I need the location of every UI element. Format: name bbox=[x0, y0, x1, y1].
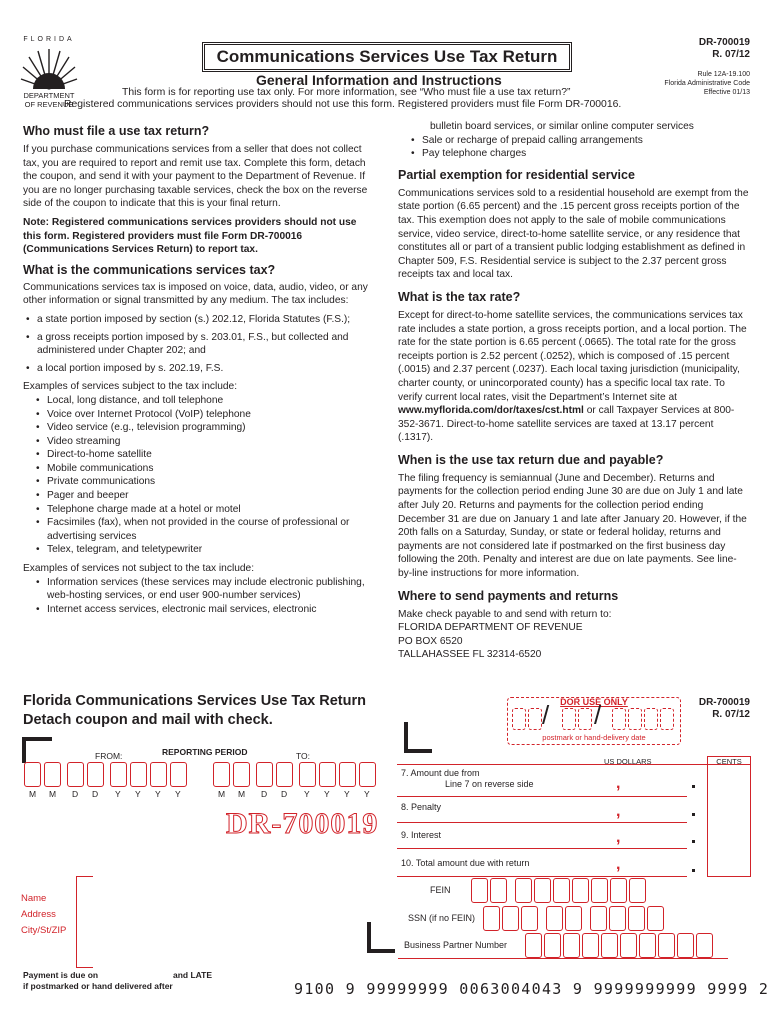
name-address-bracket bbox=[76, 876, 93, 968]
ssn-label: SSN (if no FEIN) bbox=[408, 913, 476, 923]
list-item: • Video streaming bbox=[33, 435, 368, 449]
sun-icon bbox=[20, 43, 78, 91]
list-item: • Private communications bbox=[33, 475, 368, 489]
to-label: TO: bbox=[296, 751, 311, 761]
list-item: • Local, long distance, and toll telephone bbox=[33, 394, 368, 408]
subject-list bbox=[23, 394, 368, 557]
coupon-revision: R. 07/12 bbox=[712, 709, 750, 720]
partial-heading: Partial exemption for residential service bbox=[398, 167, 635, 182]
date-letter: Y bbox=[324, 789, 330, 799]
rate-url-link[interactable]: www.myflorida.com/dor/taxes/cst.html bbox=[398, 405, 584, 417]
date-letter: Y bbox=[155, 789, 161, 799]
line-7-row[interactable] bbox=[397, 766, 687, 797]
list-item: • Internet access services, electronic mail services, electronic bbox=[33, 603, 368, 617]
logo-state: FLORIDA bbox=[23, 36, 75, 43]
effective-date: Effective 01/13 bbox=[703, 89, 750, 96]
who-text: If you purchase communications services from a seller that does not collect tax, you are required to report and remit use tax. Complete this form, detach the coupon, and send it with your payment to the Department of Revenue. If you are no longer purchasing taxable services, check the box on the reverse side of the coupon to indicate that this is your final return. bbox=[23, 144, 368, 210]
from-date-box[interactable] bbox=[170, 762, 187, 787]
postmark-digit[interactable] bbox=[512, 708, 526, 730]
postmark-label: postmark or hand-delivery date bbox=[542, 733, 646, 742]
section-subtitle: General Information and Instructions bbox=[256, 72, 502, 88]
line-9-row[interactable] bbox=[397, 822, 687, 849]
list-item: • Pager and beeper bbox=[33, 489, 368, 503]
line-9-label: 9. Interest bbox=[401, 830, 442, 840]
amount-top-rule bbox=[397, 764, 750, 765]
line-10-label: 10. Total amount due with return bbox=[401, 858, 530, 868]
decimal-point bbox=[692, 813, 695, 816]
rate-text-b: or call Taxpayer Services at 800-352-3671. Direct-to-home satellite services are taxed at 13.17 percent (.1317). bbox=[398, 405, 735, 444]
comma-mark: , bbox=[616, 775, 621, 792]
postmark-digit[interactable] bbox=[612, 708, 626, 730]
comma-mark: , bbox=[616, 856, 621, 873]
decimal-point bbox=[692, 840, 695, 843]
to-date-box[interactable] bbox=[233, 762, 250, 787]
address-line: PO BOX 6520 bbox=[398, 635, 463, 647]
corner-mark bbox=[22, 737, 52, 741]
date-letter: M bbox=[238, 789, 246, 799]
postmark-digit[interactable] bbox=[578, 708, 592, 730]
to-date-box[interactable] bbox=[276, 762, 293, 787]
to-date-box[interactable] bbox=[339, 762, 356, 787]
list-item: • Facsimiles (fax), when not provided in the course of professional or advertising services bbox=[33, 516, 368, 543]
list-item: • Information services (these services may include electronic publishing, web-hosting services, or end user 900-number services) bbox=[33, 576, 368, 603]
date-letter: D bbox=[281, 789, 288, 799]
line-7-sub: Line 7 on reverse side bbox=[445, 779, 534, 789]
date-letter: D bbox=[92, 789, 99, 799]
postmark-digit[interactable] bbox=[660, 708, 674, 730]
payment-due-label: Payment is due on bbox=[23, 970, 99, 980]
address-label: Address bbox=[21, 909, 56, 920]
logo-dept-1: DEPARTMENT bbox=[23, 91, 75, 100]
intro-line-2: Registered communications services providers should not use this form. Registered providers must file Form DR-700016. bbox=[64, 99, 622, 110]
date-letter: M bbox=[29, 789, 37, 799]
rate-heading: What is the tax rate? bbox=[398, 289, 521, 304]
to-date-box[interactable] bbox=[213, 762, 230, 787]
list-item: • Mobile communications bbox=[33, 462, 368, 476]
form-revision: R. 07/12 bbox=[712, 49, 750, 60]
coupon-title-2: Detach coupon and mail with check. bbox=[23, 712, 273, 728]
left-column bbox=[23, 122, 368, 616]
due-heading: When is the use tax return due and payable? bbox=[398, 452, 664, 467]
postmarked-label: if postmarked or hand delivered after bbox=[23, 981, 173, 991]
list-item: • Sale or recharge of prepaid calling arrangements bbox=[408, 134, 750, 148]
date-letter: M bbox=[49, 789, 57, 799]
date-letter: Y bbox=[175, 789, 181, 799]
from-date-box[interactable] bbox=[44, 762, 61, 787]
corner-mark bbox=[404, 749, 432, 753]
line-7-label: 7. Amount due from bbox=[401, 768, 480, 778]
date-letter: Y bbox=[304, 789, 310, 799]
date-letter: Y bbox=[135, 789, 141, 799]
admin-code: Florida Administrative Code bbox=[664, 80, 750, 87]
to-date-box[interactable] bbox=[256, 762, 273, 787]
date-letter: D bbox=[261, 789, 268, 799]
list-item: • Direct-to-home satellite bbox=[33, 448, 368, 462]
corner-mark bbox=[404, 722, 408, 752]
partial-text: Communications services sold to a residential household are exempt from the state portion (6.65 percent) and the .15 percent gross receipts portion of the tax. This exemption does not apply to the sale of mobile communications service, video service, direct-to-home satellite service, or any residence that constitutes all or part of a transient public lodging establishment as defined in Chapter 509, F.S. Residential service is subject to the 2.37 percent gross receipts tax and local tax. bbox=[398, 187, 749, 281]
from-date-box[interactable] bbox=[67, 762, 84, 787]
rate-text bbox=[398, 309, 750, 445]
cents-label: CENTS bbox=[707, 756, 751, 766]
list-item: • Video service (e.g., television programming) bbox=[33, 421, 368, 435]
what-heading: What is the communications services tax? bbox=[23, 262, 276, 277]
intro-line-1: This form is for reporting use tax only. For more information, see “Who must file a use tax return?” bbox=[122, 87, 571, 98]
from-date-box[interactable] bbox=[87, 762, 104, 787]
send-text: Make check payable to and send with return to: bbox=[398, 608, 612, 620]
comma-mark: , bbox=[616, 829, 621, 846]
page-title: Communications Services Use Tax Return bbox=[202, 42, 572, 72]
right-column bbox=[398, 120, 750, 662]
due-text: The filing frequency is semiannual (June and December). Returns and payments for the collection period ending June 30 are due on July 1 and late after July 20. Returns and payments for the collection period ending December 31 are due on January 1 and late after January 20. However, if the 20th falls on a Saturday, Sunday, or state or federal holiday, returns and payments are not considered late if postmarked on the first business day following the 20th. Penalty and interest are due on late payments. See line-by-line instructions for more information. bbox=[398, 472, 747, 580]
reporting-period-label: REPORTING PERIOD bbox=[162, 747, 248, 757]
cents-column[interactable] bbox=[707, 764, 751, 877]
coupon-form-number: DR-700019 bbox=[698, 697, 750, 708]
portion-list bbox=[23, 313, 368, 375]
line-8-row[interactable] bbox=[397, 796, 687, 823]
date-letter: Y bbox=[364, 789, 370, 799]
form-number: DR-700019 bbox=[698, 37, 750, 48]
line-8-label: 8. Penalty bbox=[401, 802, 442, 812]
decimal-point bbox=[692, 785, 695, 788]
rate-text-a: Except for direct-to-home satellite services, the communications services tax rate includes a state portion, a gross receipts portion, and a local portion. The rate for the state portion is 6.65 percent (.0665). The total rate for the gross receipts portion is 2.52 percent (.0252), which is composed of .15 percent (.0015) and 2.37 percent (.0237). Each local taxing jurisdiction (municipality, charter county, or unincorporated county) has a specific local tax rate. To verify current local rates, visit the Department’s Internet site at bbox=[398, 309, 747, 403]
to-date-box[interactable] bbox=[299, 762, 316, 787]
date-letter: Y bbox=[115, 789, 121, 799]
bpn-divider bbox=[398, 958, 728, 959]
postmark-digit[interactable] bbox=[628, 708, 642, 730]
continued-text: bulletin board services, or similar online computer services bbox=[430, 121, 694, 132]
from-date-box[interactable] bbox=[110, 762, 127, 787]
to-date-box[interactable] bbox=[359, 762, 376, 787]
watermark: DR-700019 bbox=[226, 807, 379, 840]
continued-list bbox=[398, 134, 750, 161]
postmark-digit[interactable] bbox=[528, 708, 542, 730]
list-item: • a gross receipts portion imposed by s. 203.01, F.S., but collected and administered under Chapter 202; and bbox=[23, 331, 368, 358]
subject-intro: Examples of services subject to the tax include: bbox=[23, 381, 238, 393]
address-line: FLORIDA DEPARTMENT OF REVENUE bbox=[398, 622, 583, 634]
registered-note: Note: Registered communications services providers should not use this form. Registered providers must file Form DR-700016 (Communications Services Return) to report tax. bbox=[23, 216, 357, 256]
slash: / bbox=[542, 700, 550, 730]
us-dollars-label: US DOLLARS bbox=[604, 757, 652, 766]
to-date-box[interactable] bbox=[319, 762, 336, 787]
list-item: • Telephone charge made at a hotel or motel bbox=[33, 503, 368, 517]
bpn-label: Business Partner Number bbox=[404, 940, 508, 950]
and-late-label: and LATE bbox=[173, 970, 213, 980]
address-line: TALLAHASSEE FL 32314-6520 bbox=[398, 649, 542, 661]
postmark-digit[interactable] bbox=[644, 708, 658, 730]
list-item: • a state portion imposed by section (s.) 202.12, Florida Statutes (F.S.); bbox=[23, 313, 368, 327]
corner-mark bbox=[367, 922, 371, 952]
list-item: • a local portion imposed by s. 202.19, F.S. bbox=[23, 362, 368, 376]
dor-use-only-label: DOR USE ONLY bbox=[560, 697, 628, 707]
fein-label: FEIN bbox=[430, 885, 451, 895]
from-date-box[interactable] bbox=[150, 762, 167, 787]
scanline: 9100 9 99999999 0063004043 9 9999999999 9999 2 bbox=[294, 980, 770, 998]
logo-dept-2: OF REVENUE bbox=[24, 100, 74, 109]
from-date-box[interactable] bbox=[24, 762, 41, 787]
postmark-digit[interactable] bbox=[562, 708, 576, 730]
name-label: Name bbox=[21, 893, 47, 904]
list-item: • Pay telephone charges bbox=[408, 147, 750, 161]
date-letter: Y bbox=[344, 789, 350, 799]
coupon-title-1: Florida Communications Services Use Tax Return bbox=[23, 693, 366, 709]
list-item: • Telex, telegram, and teletypewriter bbox=[33, 543, 368, 557]
list-item: • Voice over Internet Protocol (VoIP) telephone bbox=[33, 408, 368, 422]
corner-mark bbox=[367, 949, 395, 953]
from-date-box[interactable] bbox=[130, 762, 147, 787]
rule-number: Rule 12A-19.100 bbox=[697, 71, 750, 78]
send-heading: Where to send payments and returns bbox=[398, 588, 619, 603]
comma-mark: , bbox=[616, 803, 621, 820]
what-text: Communications services tax is imposed on voice, data, audio, video, or any other information or signal transmitted by any medium. The tax includes: bbox=[23, 281, 368, 307]
decimal-point bbox=[692, 869, 695, 872]
city-label: City/St/ZIP bbox=[21, 925, 67, 936]
date-letter: D bbox=[72, 789, 79, 799]
line-10-row[interactable] bbox=[397, 848, 687, 877]
who-heading: Who must file a use tax return? bbox=[23, 124, 210, 138]
slash: / bbox=[594, 700, 602, 730]
date-letter: M bbox=[218, 789, 226, 799]
from-label: FROM: bbox=[95, 751, 123, 761]
not-subject-intro: Examples of services not subject to the tax include: bbox=[23, 563, 255, 575]
not-subject-list bbox=[23, 576, 368, 617]
